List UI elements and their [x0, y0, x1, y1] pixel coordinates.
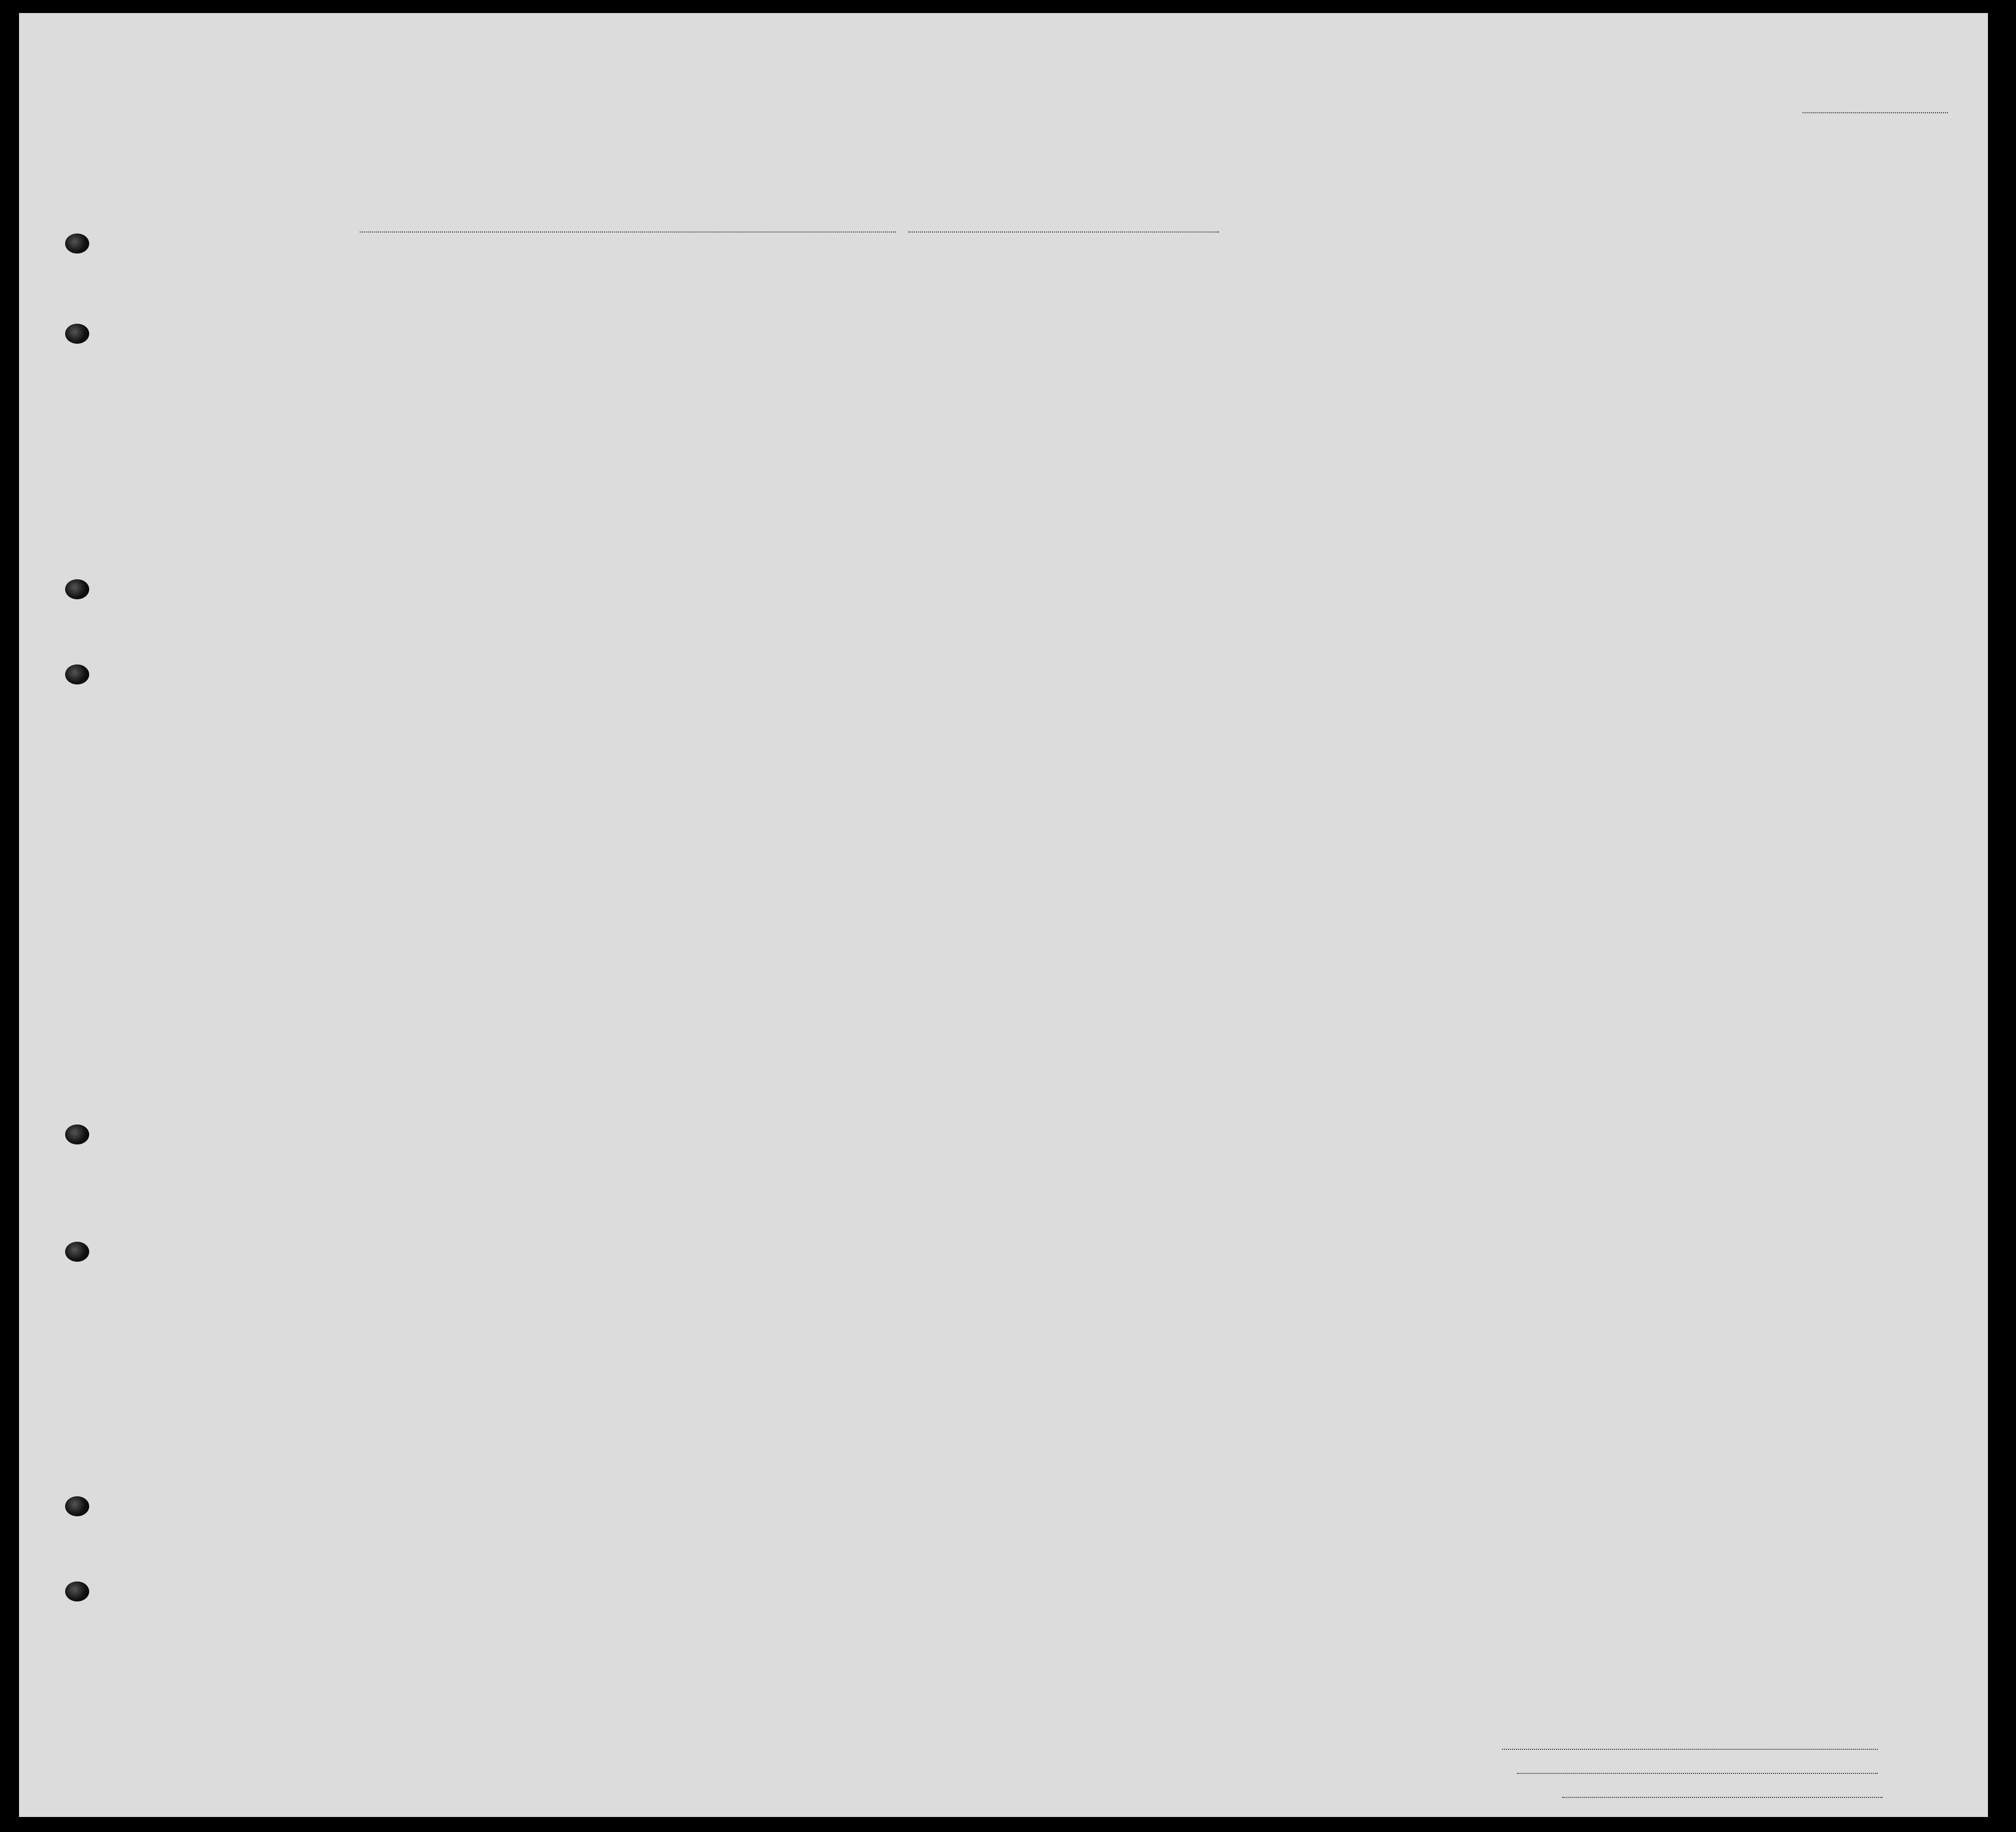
owners-fill-line: [1517, 1773, 1878, 1774]
punch-hole: [65, 1496, 89, 1516]
date-fill-line: [908, 232, 1219, 233]
agents-fill-line: [1562, 1797, 1883, 1798]
punch-hole: [65, 1581, 89, 1601]
punch-hole: [65, 664, 89, 684]
punch-hole: [65, 1242, 89, 1262]
punch-hole: [65, 579, 89, 599]
punch-hole: [65, 324, 89, 344]
line-fill-line: [1502, 1749, 1878, 1750]
punch-hole: [65, 1124, 89, 1144]
punch-hole: [65, 234, 89, 254]
list-fill-line: [1803, 112, 1948, 113]
manifest-sheet: [19, 13, 1988, 1817]
port-fill-line: [360, 232, 896, 233]
